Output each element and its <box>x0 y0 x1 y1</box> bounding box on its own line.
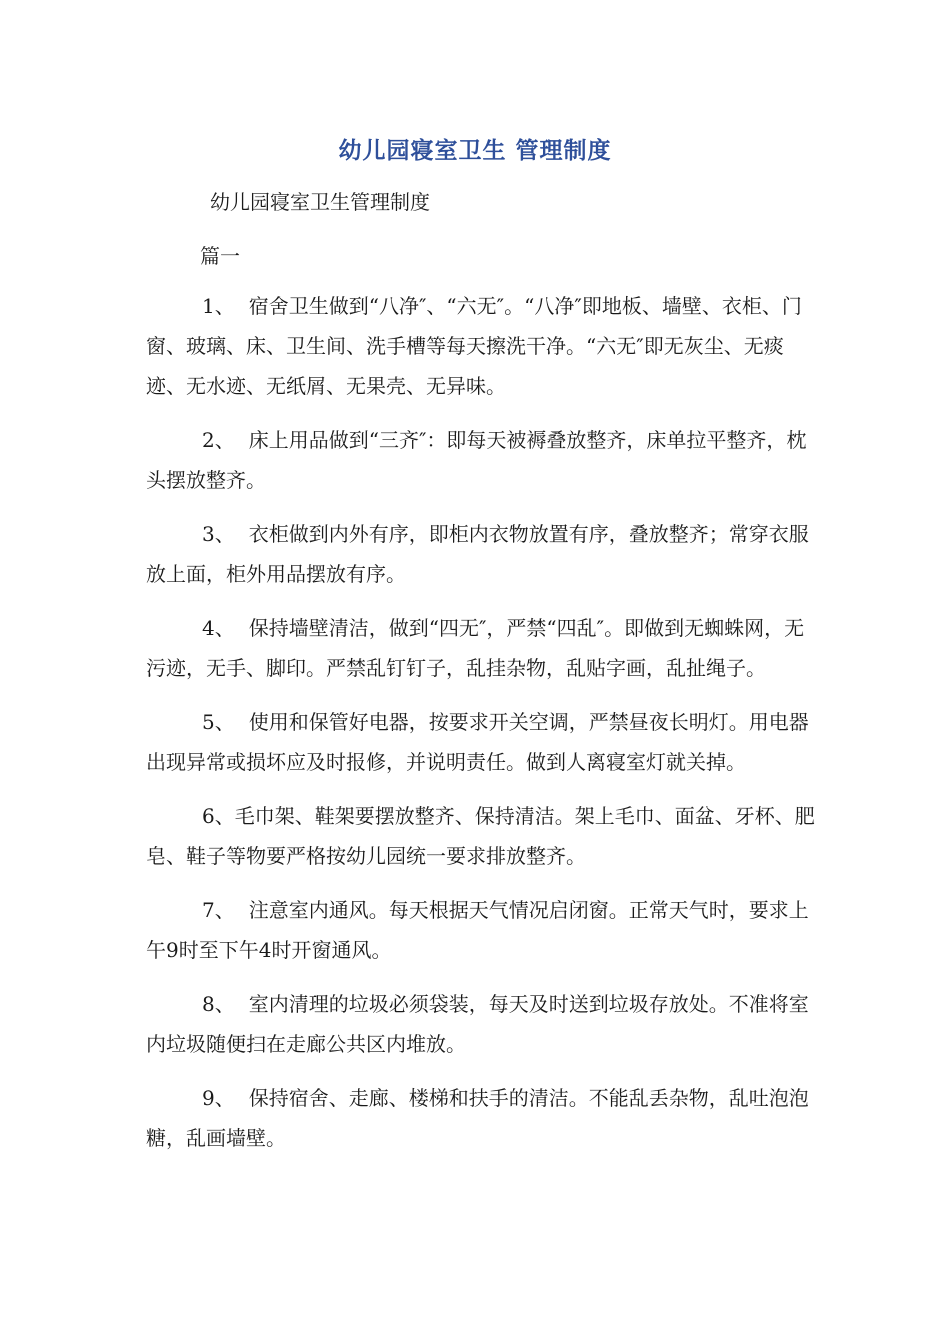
rule-text: 6、毛巾架、鞋架要摆放整齐、保持清洁。架上毛巾、面盆、牙杯、肥皂、鞋子等物要严格按幼儿园统一要求排放整齐。 <box>146 804 815 868</box>
document-subtitle: 幼儿园寝室卫生管理制度 <box>210 190 430 214</box>
rule-item-6 <box>146 796 816 876</box>
rule-text: 室内清理的垃圾必须袋装，每天及时送到垃圾存放处。不准将室内垃圾随便扫在走廊公共区内堆放。 <box>146 992 809 1056</box>
rule-text: 注意室内通风。每天根据天气情况启闭窗。正常天气时，要求上午9时至下午4时开窗通风。 <box>146 898 809 962</box>
rule-number: 3、 <box>202 522 235 546</box>
document-body <box>146 286 816 1172</box>
rule-text: 床上用品做到“三齐″：即每天被褥叠放整齐，床单拉平整齐，枕头摆放整齐。 <box>146 428 807 492</box>
rule-item-3 <box>146 514 816 594</box>
rule-text: 衣柜做到内外有序，即柜内衣物放置有序，叠放整齐；常穿衣服放上面，柜外用品摆放有序。 <box>146 522 809 586</box>
rule-item-9 <box>146 1078 816 1158</box>
rule-number: 5、 <box>202 710 235 734</box>
rule-number: 9、 <box>202 1086 235 1110</box>
rule-item-1 <box>146 286 816 406</box>
section-label: 篇一 <box>200 244 240 268</box>
rule-number: 4、 <box>202 616 235 640</box>
rule-item-2 <box>146 420 816 500</box>
rule-number: 1、 <box>202 294 235 318</box>
rule-text: 保持墙壁清洁，做到“四无″，严禁“四乱″。即做到无蜘蛛网，无污迹，无手、脚印。严禁乱钉钉子，乱挂杂物，乱贴字画，乱扯绳子。 <box>146 616 805 680</box>
rule-text: 保持宿舍、走廊、楼梯和扶手的清洁。不能乱丢杂物，乱吐泡泡糖，乱画墙壁。 <box>146 1086 809 1150</box>
document-title: 幼儿园寝室卫生 管理制度 <box>338 138 612 164</box>
rule-item-7 <box>146 890 816 970</box>
rule-number: 8、 <box>202 992 235 1016</box>
rule-number: 7、 <box>202 898 235 922</box>
rule-text: 宿舍卫生做到“八净″、“六无″。“八净″即地板、墙壁、衣柜、门窗、玻璃、床、卫生间、洗手槽等每天擦洗干净。“六无″即无灰尘、无痰迹、无水迹、无纸屑、无果壳、无异味。 <box>146 294 802 398</box>
rule-item-8 <box>146 984 816 1064</box>
rule-item-4 <box>146 608 816 688</box>
rule-text: 使用和保管好电器，按要求开关空调，严禁昼夜长明灯。用电器出现异常或损坏应及时报修，并说明责任。做到人离寝室灯就关掉。 <box>146 710 809 774</box>
rule-item-5 <box>146 702 816 782</box>
rule-number: 2、 <box>202 428 235 452</box>
